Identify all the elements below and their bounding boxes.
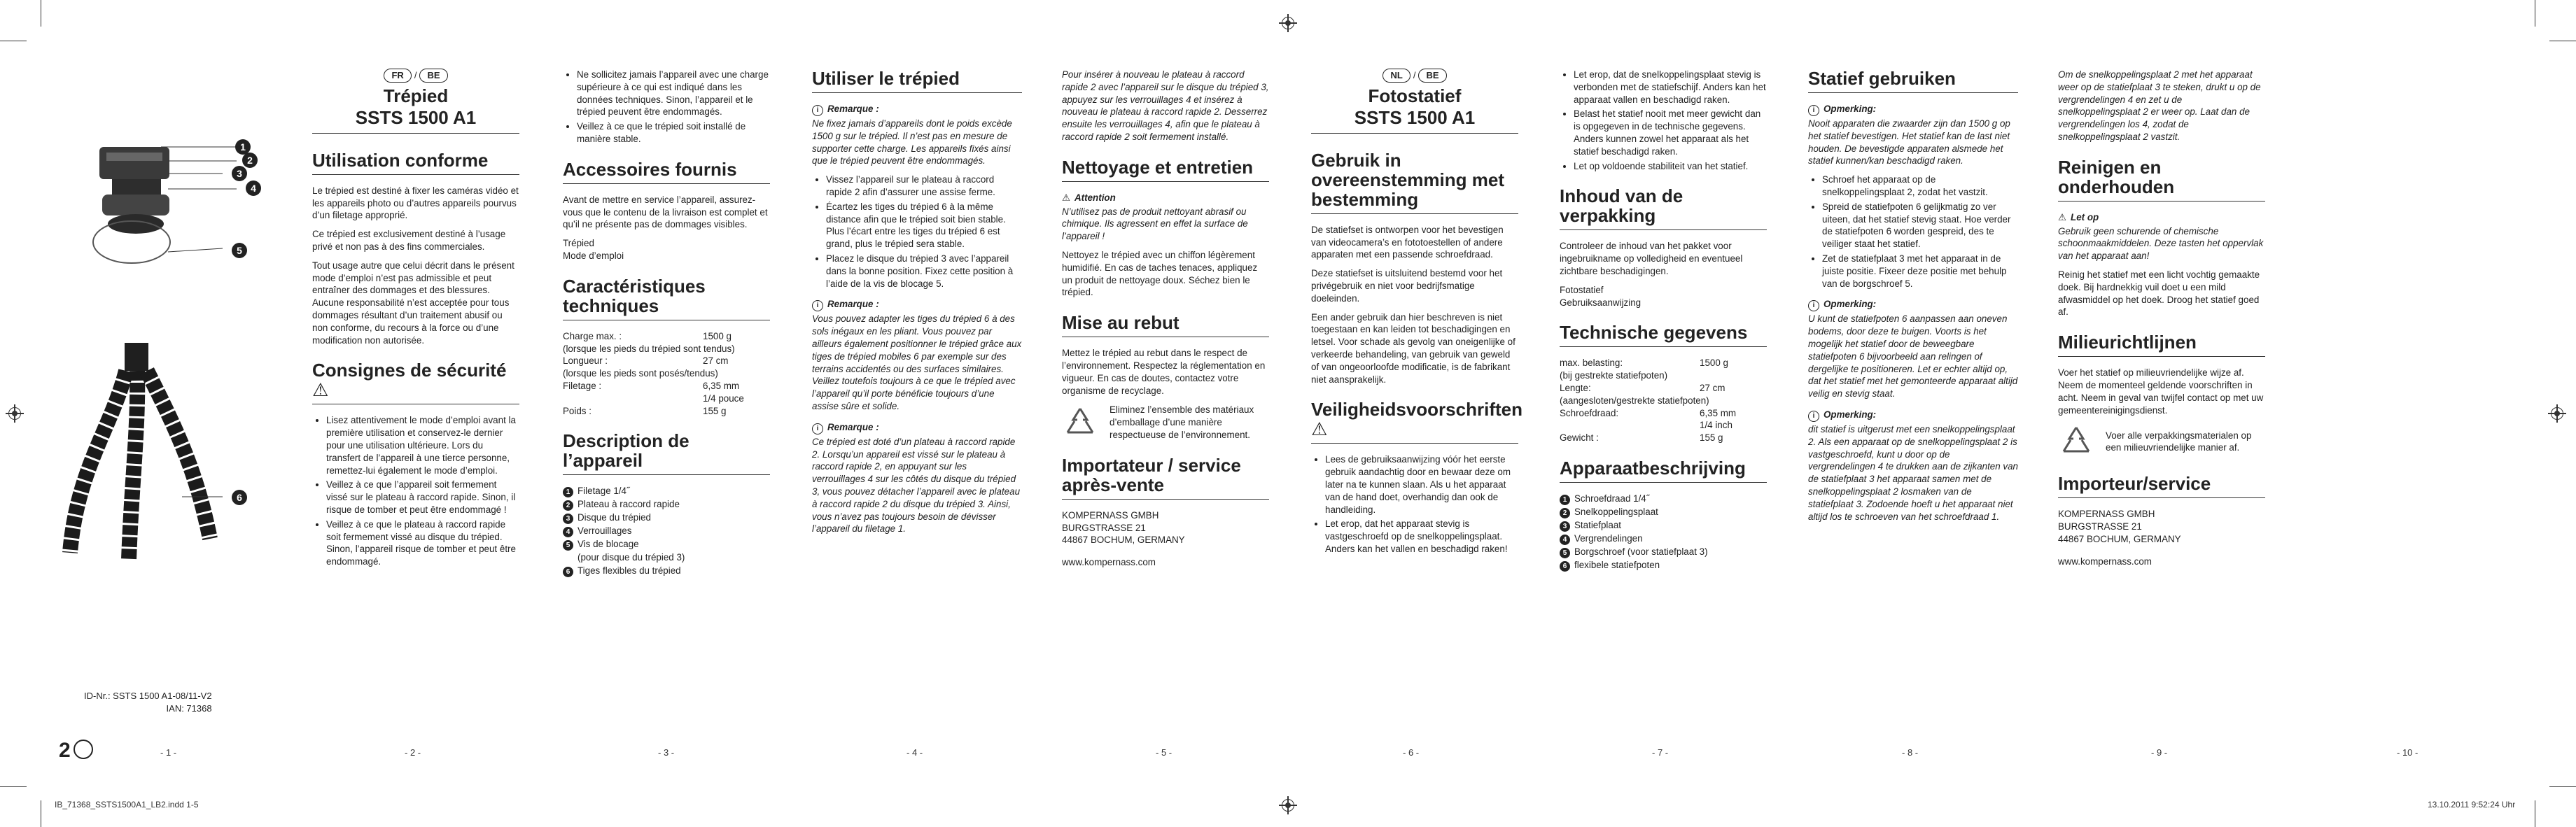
note-text: Nooit apparaten die zwaarder zijn dan 1500 g op het statief bevestigen. Het statief kan de last niet houden. De bevestigde apparaten alsmede het statief kunnen/kan beschadigd raken. (1808, 118, 2010, 167)
part-item: 2 Plateau à raccord rapide (563, 498, 770, 511)
heading-usage: Utilisation conforme (312, 150, 519, 175)
address-line: KOMPERNASS GMBH (1062, 509, 1159, 521)
heading-service: Importeur/service (2058, 474, 2265, 498)
page-number: - 2 - (405, 747, 421, 758)
attention-heading (1062, 192, 1269, 204)
list-item: • Belast het statief nooit met meer gewicht dan is opgegeven in de technische gegevens. Anders kunnen zowel het apparaat als het statief beschadigd raken. (1574, 108, 1767, 157)
note-label: Remarque : (827, 104, 879, 114)
list-item: • Spreid de statiefpoten 6 gelijkmatig zo ver uiteen, dat het statief stevig staat. Hoe verder de statiefpoten 6 worden gespreid, des te veiliger staat het statief. (1822, 201, 2018, 250)
part-item: 5 Borgschroef (voor statiefplaat 3) (1560, 546, 1767, 558)
note-heading (812, 298, 1022, 311)
country-badges: FR / BE (312, 69, 519, 83)
callout-2: 2 (242, 153, 258, 168)
note-text: Ce trépied est doté d’un plateau à raccord rapide 2. Lorsqu’un appareil est vissé sur le plateau à raccord rapide 2, en appuyant sur les verrouillages 4 sur les côtés du disque du trépied 3, vous pouvez détacher l’appareil avec le plateau à raccord rapide 2 du disque du trépied 3. Ainsi, vous n’avez pas toujours besoin de dévisser l’appareil du filetage 1. (812, 436, 1021, 535)
note-label: Opmerking: (1823, 299, 1877, 310)
clean-text: Nettoyez le trépied avec un chiffon légèrement humidifié. En cas de taches tenaces, appliquez un produit de nettoyage doux. Séchez bien le trépied. (1062, 249, 1258, 298)
part-item: 5 Vis de blocage (563, 538, 770, 551)
page-number: - 9 - (2151, 747, 2168, 758)
heading-parts: Apparaatbeschrijving (1560, 458, 1767, 483)
info-icon: i (812, 300, 823, 311)
part-label: Vis de blocage (578, 539, 639, 550)
safety-list-cont (563, 69, 770, 146)
nl-column-3 (1808, 69, 2018, 529)
paragraph: Een ander gebruik dan hier beschreven is niet toegestaan en kan leiden tot beschadigingen en letsel. Voor schade als gevolg van oneigenlijke of verkeerde behandeling, van gebruik van geweld of van ongeoorloofde modificatie, is de fabrikant niet aansprakelijk. (1311, 311, 1516, 385)
spec-value: 1500 g (703, 330, 732, 341)
address-line: 44867 BOCHUM, GERMANY (1062, 535, 1185, 546)
part-item: 2 Snelkoppelingsplaat (1560, 506, 1767, 518)
heading-parts: Description de l’appareil (563, 431, 770, 475)
list-item: • Écartez les tiges du trépied 6 à la même distance afin que le trépied soit bien stable. Plus l’écart entre les tiges du trépied 6 est grand, plus le trépied sera stable. (826, 201, 1022, 250)
safety-list-cont (1560, 69, 1767, 172)
spec-label: (lorsque les pieds du trépied sont tendus) (563, 343, 735, 354)
note-label: Opmerking: (1823, 104, 1877, 114)
part-label: Vergrendelingen (1574, 532, 1643, 544)
info-icon: i (812, 423, 823, 434)
registration-mark-bottom (1279, 796, 1297, 814)
part-item: 3 Disque du trépied (563, 511, 770, 524)
specs-table (563, 330, 770, 418)
part-label: Statiefplaat (1574, 519, 1621, 530)
page-number: - 3 - (658, 747, 675, 758)
part-item (563, 551, 770, 564)
callout-3: 3 (232, 166, 247, 181)
safety-list (1311, 453, 1518, 555)
address-line: BURGSTRASSE 21 (1062, 522, 1146, 533)
spec-label: Lengte: (1560, 382, 1591, 393)
address-line: BURGSTRASSE 21 (2058, 521, 2142, 532)
recycle-text: Eliminez l’ensemble des matériaux d’emballage d’une manière respectueuse de l’environnement. (1110, 404, 1254, 440)
specs-table (1560, 357, 1767, 444)
page-number: - 4 - (906, 747, 923, 758)
part-item: 4 Vergrendelingen (1560, 532, 1767, 545)
paragraph: Deze statiefset is uitsluitend bestemd voor het privégebruik en niet voor bedrijfsmatige doeleinden. (1311, 268, 1503, 304)
heading-safety: Consignes de sécurité ⚠ (312, 360, 519, 404)
spec-label: Gewicht : (1560, 432, 1599, 444)
usage-text (1311, 224, 1518, 386)
usage-text (312, 185, 519, 347)
paragraph: Ce trépied est exclusivement destiné à l’usage privé et non pas à des fins commerciales. (312, 229, 506, 252)
attention-label: Let op (2071, 211, 2099, 222)
callout-6: 6 (232, 490, 247, 505)
heading-use: Utiliser le trépied (812, 69, 1022, 93)
info-icon: i (812, 105, 823, 116)
product-id (84, 690, 212, 715)
accessories-text: Avant de mettre en service l’appareil, assurez-vous que le contenu de la livraison est complet et qu’il ne présente pas de dommages visibles. (563, 194, 768, 230)
contents-items (1560, 284, 1767, 309)
attention-label: Attention (1074, 192, 1116, 203)
part-label: (pour disque du trépied 3) (578, 552, 685, 563)
page-number: - 8 - (1902, 747, 1919, 758)
footer-file-info: IB_71368_SSTS1500A1_LB2.indd 1-5 (55, 800, 199, 810)
list-item: Trépied (563, 238, 594, 249)
attention-text: N’utilisez pas de produit nettoyant abrasif ou chimique. Ils agressent en effet la surface de l’appareil ! (1062, 206, 1248, 242)
list-item: • Ne sollicitez jamais l’appareil avec une charge supérieure à ce qui est indiqué dans les données techniques. Sinon, l’appareil et le trépied peuvent être endommagés. (577, 69, 770, 118)
page-number: - 10 - (2397, 747, 2418, 758)
spec-value: 1/4 inch (1700, 420, 1732, 431)
heading-accessories: Accessoires fournis (563, 160, 770, 184)
product-title (1311, 85, 1518, 134)
part-label: Plateau à raccord rapide (578, 499, 680, 510)
callout-5: 5 (232, 243, 247, 258)
spec-value: 1500 g (1700, 358, 1728, 369)
list-item: • Lees de gebruiksaanwijzing vóór het eerste gebruik aandachtig door en bewaar deze om later na te kunnen slaan. Als u het apparaat van de hand doet, overhandig dan ook de handleiding. (1325, 453, 1518, 516)
note-label: Opmerking: (1823, 409, 1877, 420)
spec-value: 155 g (1700, 432, 1723, 444)
list-item: • Zet de statiefplaat 3 met het apparaat in de juiste positie. Fixeer deze positie met behulp van de borgschroef 5. (1822, 253, 2018, 290)
spec-label: (aangesloten/gestrekte statiefpoten) (1560, 395, 1709, 406)
spec-label (1560, 419, 1700, 432)
country-be: BE (1418, 69, 1446, 83)
heading-contents: Inhoud van de verpakking (1560, 186, 1767, 230)
heading-disposal: Milieurichtlijnen (2058, 332, 2265, 357)
list-item: Gebruiksaanwijzing (1560, 297, 1642, 308)
title-line-2: SSTS 1500 A1 (1354, 106, 1476, 128)
spec-value: 6,35 mm (703, 380, 740, 391)
info-icon: i (1808, 300, 1819, 311)
page-number: - 5 - (1156, 747, 1172, 758)
website: www.kompernass.com (1062, 557, 1156, 568)
spec-value: 27 cm (703, 355, 729, 367)
part-item: 3 Statiefplaat (1560, 519, 1767, 532)
accessories-items (563, 237, 770, 262)
list-item: • Let erop, dat de snelkoppelingsplaat stevig is verbonden met de statiefschijf. Anders kan het apparaat vallen en beschadigd raken. (1574, 69, 1767, 106)
warning-icon: ⚠ (2058, 211, 2067, 222)
part-label: Verrouillages (578, 525, 632, 537)
note-text-cont: Pour insérer à nouveau le plateau à raccord rapide 2 avec l’appareil sur le disque du trépied 3, appuyez sur les verrouillages 4 et insérez à nouveau le plateau à raccord rapide 2. Desserrez ensuite les verrouillages 4, afin que le plateau à raccord rapide 2 soit fermement installé. (1062, 69, 1269, 142)
footer-timestamp: 13.10.2011 9:52:24 Uhr (2428, 800, 2516, 810)
recycle-text: Voer alle verpakkingsmaterialen op een milieuvriendelijke manier af. (2106, 430, 2252, 453)
spec-value: 1/4 pouce (703, 393, 744, 404)
heading-service: Importateur / service après-vente (1062, 455, 1269, 500)
list-item: • Vissez l’appareil sur le plateau à raccord rapide 2 afin d’assurer une assise ferme. (826, 174, 1022, 199)
fr-column-2 (563, 69, 770, 578)
spec-value: 155 g (703, 405, 727, 416)
big-page-number: 2 (59, 739, 71, 762)
page-number-big (59, 739, 93, 763)
id-number: ID-Nr.: SSTS 1500 A1-08/11-V2 (84, 691, 212, 701)
spec-label: Charge max. : (563, 330, 622, 341)
note-heading (1808, 103, 2018, 116)
list-item: • Lisez attentivement le mode d’emploi avant la première utilisation et conservez-le dernier pour une utilisation ultérieure. Lors du transfert de l’appareil à une tierce personne, remettez-lui également le mode d’emploi. (326, 414, 519, 476)
note-heading (1808, 409, 2018, 422)
heading-clean: Nettoyage et entretien (1062, 157, 1269, 182)
part-label: Filetage 1/4˝ (578, 486, 630, 497)
heading-specs: Caractéristiques techniques (563, 276, 770, 320)
paragraph: Tout usage autre que celui décrit dans le présent mode d’emploi n’est pas admissible et peut entraîner des dommages et des blessures. Aucune responsabilité n’est acceptée pour tous dommages résultant d’un traitement abusif ou non conforme, du recours à la force ou d’une modification non autorisée. (312, 260, 514, 346)
country-fr: FR (384, 69, 411, 83)
paragraph: Le trépied est destiné à fixer les caméras vidéo et les appareils photo ou d’autres appareils pourvus d’un filetage approprié. (312, 185, 519, 221)
spec-label: Longueur : (563, 355, 608, 367)
list-item: • Veillez à ce que le plateau à raccord rapide soit fermement vissé au disque du trépied. Sinon, l’appareil risque de tomber et peut être endommagé. (326, 518, 519, 568)
part-label: Disque du trépied (578, 512, 651, 523)
spec-label: Schroefdraad: (1560, 407, 1619, 418)
heading-usage: Gebruik in overeenstemming met bestemming (1311, 150, 1518, 214)
spec-label: Filetage : (563, 380, 602, 391)
part-item: 4 Verrouillages (563, 525, 770, 537)
use-steps (1808, 174, 2018, 290)
nl-column-1 (1311, 69, 1522, 563)
address-line: KOMPERNASS GMBH (2058, 509, 2155, 520)
heading-specs: Technische gegevens (1560, 323, 1767, 347)
recycle-icon (1062, 404, 1098, 441)
country-badges: NL / BE (1311, 69, 1518, 83)
part-label: Schroefdraad 1/4˝ (1574, 493, 1650, 504)
fr-column-4 (1062, 69, 1269, 575)
spec-value: 27 cm (1700, 382, 1726, 393)
part-label: Tiges flexibles du trépied (578, 565, 681, 577)
parts-list (1560, 493, 1767, 572)
list-item: • Schroef het apparaat op de snelkoppelingsplaat 2, zodat het vastzit. (1822, 174, 2018, 199)
callout-4: 4 (246, 181, 261, 196)
service-address (1062, 509, 1269, 546)
info-icon: i (1808, 411, 1819, 422)
warning-icon: ⚠ (1062, 192, 1071, 203)
registration-mark-right (2548, 404, 2566, 423)
part-item: 1 Filetage 1/4˝ (563, 485, 770, 497)
safety-list (312, 414, 519, 568)
part-item: 1 Schroefdraad 1/4˝ (1560, 493, 1767, 505)
contents-text: Controleer de inhoud van het pakket voor ingebruikname op volledigheid en eventueel zichtbare beschadigingen. (1560, 241, 1743, 276)
nl-column-2 (1560, 69, 1767, 572)
recycle-notice (2058, 423, 2265, 460)
attention-text: Gebruik geen schurende of chemische schoonmaakmiddelen. Deze tasten het oppervlak van het apparaat aan! (2058, 225, 2264, 262)
page-number: - 6 - (1403, 747, 1420, 758)
heading-clean: Reinigen en onderhouden (2058, 157, 2265, 202)
note-label: Remarque : (827, 299, 879, 310)
fr-column-1 (312, 69, 519, 575)
registration-mark-top-left (1279, 14, 1297, 32)
note-text: U kunt de statiefpoten 6 aanpassen aan oneven bodems, door deze te buigen. Voorts is het mogelijk het statief door de beweegbare statiefpoten 6 bijvoorbeeld aan relingen of dergelijke te positioneren. Let er echter altijd op, dat het statief met het gemonteerde apparaat altijd veilig en stevig staat. (1808, 313, 2018, 400)
list-item: • Placez le disque du trépied 3 avec l’appareil dans la bonne position. Fixez cette position à l’aide de la vis de blocage 5. (826, 253, 1022, 290)
disposal-text: Mettez le trépied au rebut dans le respect de l’environnement. Respectez la réglementation en vigueur. En cas de doutes, contactez votre organisme de recyclage. (1062, 348, 1266, 396)
callout-1: 1 (235, 139, 251, 155)
note-text-cont: Om de snelkoppelingsplaat 2 met het apparaat weer op de statiefplaat 3 te steken, drukt u op de vergrendelingen 4 en zet u de snelkoppelingsplaat 2 er weer op. Laat dan de vergrendelingen los 4, zodat de snelkoppelingsplaat 2 vastzit. (2058, 69, 2261, 142)
note-label: Remarque : (827, 421, 879, 432)
service-address (2058, 508, 2265, 545)
part-label: Snelkoppelingsplaat (1574, 506, 1658, 517)
list-item: • Let erop, dat het apparaat stevig is vastgeschroefd op de snelkoppelingsplaat. Anders kan het vallen en beschadigd raken! (1325, 518, 1518, 555)
heading-disposal: Mise au rebut (1062, 313, 1269, 337)
heading-safety: Veiligheidsvoorschriften ⚠ (1311, 400, 1518, 444)
recycle-icon (2058, 423, 2094, 460)
list-item: • Veillez à ce que l’appareil soit fermement vissé sur le plateau à raccord rapide. Sinon, il risque de tomber et peut être endommagé ! (326, 479, 519, 516)
heading-use: Statief gebruiken (1808, 69, 2018, 93)
crop-mark (0, 786, 27, 787)
ian-number: IAN: 71368 (166, 703, 212, 714)
part-label: flexibele statiefpoten (1574, 559, 1660, 570)
disposal-text: Voer het statief op milieuvriendelijke wijze af. Neem de momenteel geldende voorschriften in acht. Neem in geval van twijfel contact op met uw gemeentereinigingsdienst. (2058, 367, 2264, 416)
title-line-2: SSTS 1500 A1 (355, 106, 477, 128)
title-line-1: Fotostatief (1368, 85, 1462, 106)
list-item: Mode d’emploi (563, 250, 624, 261)
use-steps (812, 174, 1022, 290)
paragraph: De statiefset is ontworpen voor het bevestigen van videocamera’s en fototoestellen of andere apparaten met een passende schroefdraad. (1311, 224, 1504, 260)
parts-list (563, 485, 770, 577)
spec-label: Poids : (563, 405, 592, 416)
note-heading (812, 103, 1022, 116)
tripod-illustration (56, 133, 252, 567)
list-item: • Let op voldoende stabiliteit van het statief. (1574, 160, 1767, 173)
list-item: Fotostatief (1560, 284, 1604, 295)
note-heading (812, 421, 1022, 434)
product-title (312, 85, 519, 134)
part-item: 6 Tiges flexibles du trépied (563, 565, 770, 577)
note-text: Ne fixez jamais d’appareils dont le poids excède 1500 g sur le trépied. Il n’est pas en mesure de supporter cette charge. Les appareils fixés ainsi que le trépied peuvent être endommagés. (812, 118, 1012, 167)
spec-label: (bij gestrekte statiefpoten) (1560, 370, 1668, 381)
spec-label (563, 393, 703, 405)
website: www.kompernass.com (2058, 556, 2152, 567)
note-heading (1808, 298, 2018, 311)
recycle-notice (1062, 404, 1269, 441)
country-nl: NL (1382, 69, 1410, 83)
clean-text: Reinig het statief met een licht vochtig gemaakte doek. Bij hardnekkig vuil doet u een mild afwasmiddel op het doek. Droog het statief goed af. (2058, 269, 2260, 318)
crop-mark (2549, 786, 2576, 787)
spec-label: max. belasting: (1560, 358, 1623, 369)
registration-mark-left (6, 404, 24, 423)
part-label: Borgschroef (voor statiefplaat 3) (1574, 546, 1708, 557)
info-icon: i (1808, 105, 1819, 116)
note-text: Vous pouvez adapter les tiges du trépied 6 à des sols inégaux en les pliant. Vous pouvez par ailleurs également positionner le trépied grâce aux tiges de trépied mobiles 6 par exemple sur des terrains accidentés ou des surfaces similaires. Veillez toutefois toujours à ce que le trépied avec l’appareil qu’il porte bénéficie toujours d’une assise sûre et solide. (812, 313, 1022, 411)
spec-value: 6,35 mm (1700, 407, 1737, 418)
attention-heading (2058, 211, 2265, 224)
page-number: - 1 - (160, 747, 177, 758)
fr-column-3 (812, 69, 1022, 542)
nl-column-4 (2058, 69, 2265, 574)
circle-icon (74, 740, 93, 759)
list-item: • Veillez à ce que le trépied soit installé de manière stable. (577, 120, 770, 146)
address-line: 44867 BOCHUM, GERMANY (2058, 533, 2181, 544)
country-be: BE (419, 69, 447, 83)
spec-label: (lorsque les pieds sont posés/tendus) (563, 368, 718, 379)
part-item: 6 flexibele statiefpoten (1560, 559, 1767, 572)
page-number: - 7 - (1652, 747, 1669, 758)
note-text: dit statief is uitgerust met een snelkoppelingsplaat 2. Als een apparaat op de snelkoppelingsplaat 2 is vastgeschroefd, kunt u door op de vergrendelingen 4 te drukken aan de zijkanten van de statiefplaat 3 het apparaat samen met de snelkoppelingsplaat 2 losmaken van de statiefplaat 3. Zodoende hoeft u het apparaat niet altijd los te schroeven van het schroefdraad 1. (1808, 423, 2019, 522)
title-line-1: Trépied (383, 85, 449, 106)
